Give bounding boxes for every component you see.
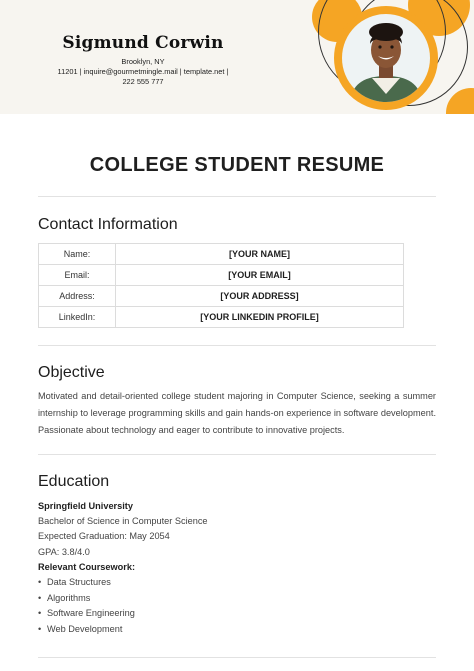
contact-label: Email:: [39, 265, 116, 286]
contact-table: [38, 243, 404, 328]
list-item: • Algorithms: [38, 591, 135, 607]
list-item: • Software Engineering: [38, 606, 135, 622]
coursework-list: [38, 575, 135, 637]
objective-heading: Objective: [38, 364, 105, 381]
gpa: GPA: 3.8/4.0: [38, 547, 90, 557]
degree: Bachelor of Science in Computer Science: [38, 516, 208, 526]
document-title: COLLEGE STUDENT RESUME: [89, 154, 385, 176]
person-portrait-icon: [342, 14, 430, 102]
graduation-date: Expected Graduation: May 2054: [38, 531, 170, 541]
contact-label: Address:: [39, 286, 116, 307]
contact-label: LinkedIn:: [39, 307, 116, 328]
candidate-contact-line: 11201 | inquire@gourmetmingle.mail | template.net |: [57, 67, 229, 76]
table-row: [39, 265, 404, 286]
candidate-phone: 222 555 777: [122, 77, 164, 86]
section-divider: [38, 657, 436, 658]
profile-photo: [334, 6, 438, 110]
table-row: [39, 244, 404, 265]
contact-value: [YOUR EMAIL]: [116, 265, 404, 286]
contact-heading: Contact Information: [38, 216, 178, 233]
contact-label: Name:: [39, 244, 116, 265]
contact-value: [YOUR NAME]: [116, 244, 404, 265]
school-name: Springfield University: [38, 501, 133, 511]
section-divider: [38, 454, 436, 455]
list-item: • Data Structures: [38, 575, 135, 591]
list-item: • Web Development: [38, 622, 135, 638]
coursework-label: Relevant Coursework:: [38, 562, 136, 572]
contact-value: [YOUR ADDRESS]: [116, 286, 404, 307]
candidate-name: Sigmund Corwin: [62, 33, 224, 53]
table-row: [39, 307, 404, 328]
table-row: [39, 286, 404, 307]
objective-text: Motivated and detail-oriented college student majoring in Computer Science, seeking a summer internship to leverage programming skills and gain hands-on experience in software development. Passionate about technology and eager to contribute to innovative projects.: [38, 391, 436, 435]
section-divider: [38, 345, 436, 346]
contact-value: [YOUR LINKEDIN PROFILE]: [116, 307, 404, 328]
resume-header: [0, 0, 474, 114]
section-divider: [38, 196, 436, 197]
candidate-city: Brooklyn, NY: [121, 57, 165, 66]
decorative-circle: [446, 88, 474, 114]
education-heading: Education: [38, 473, 110, 490]
